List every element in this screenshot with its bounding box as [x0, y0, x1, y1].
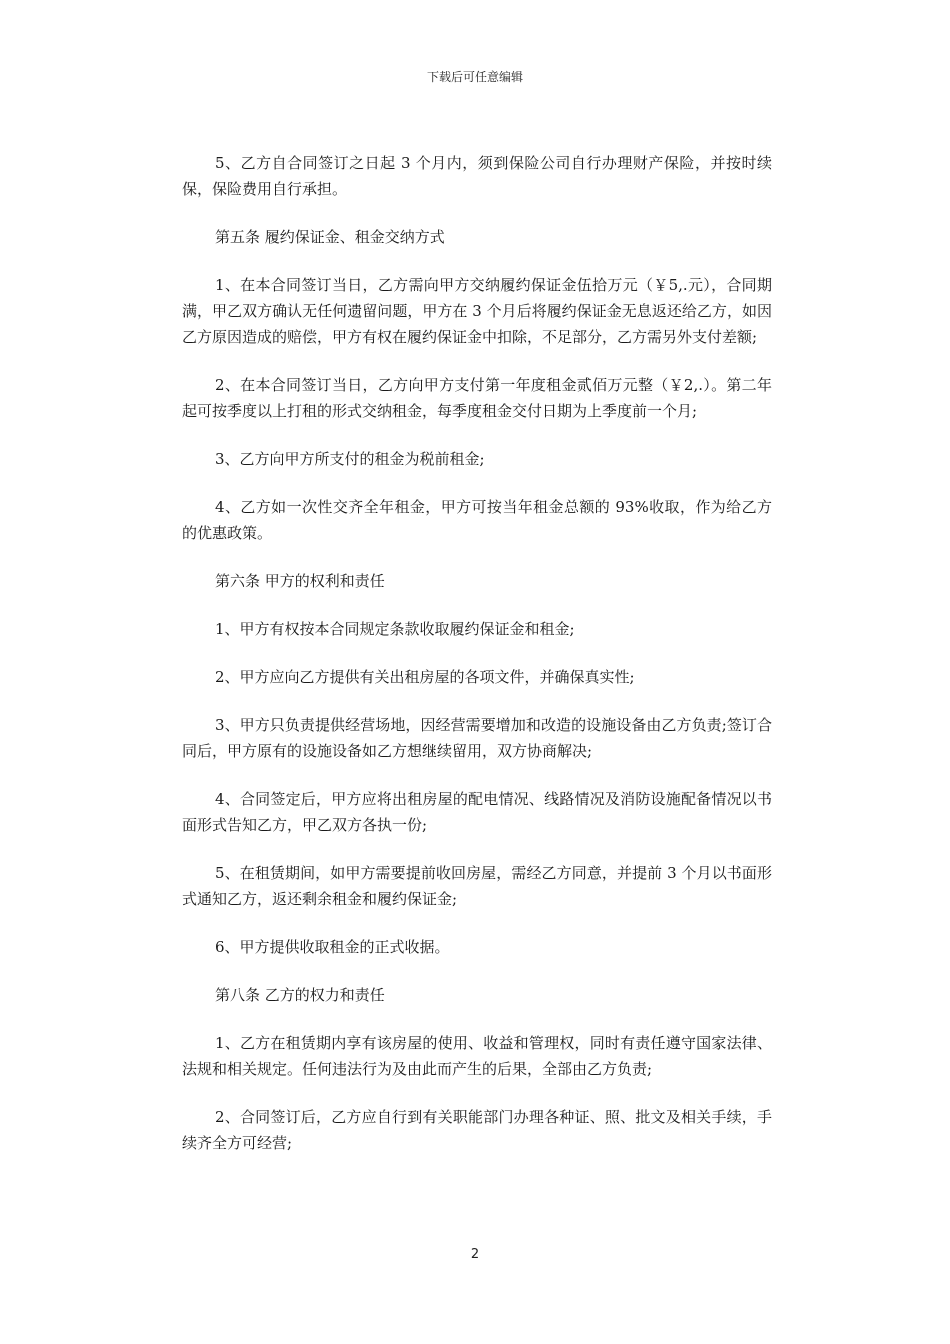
paragraph-party-a-right-collect: 1、甲方有权按本合同规定条款收取履约保证金和租金; [215, 620, 575, 638]
paragraph-discount: 4、乙方如一次性交齐全年租金，甲方可按当年租金总额的 93%收取，作为给乙方的优惠政策。 [182, 498, 772, 542]
paragraph-party-a-documents: 2、甲方应向乙方提供有关出租房屋的各项文件，并确保真实性; [215, 668, 635, 686]
page-header: 下载后可任意编辑 [426, 70, 523, 84]
document-body [182, 150, 772, 1178]
heading-article-6: 第六条 甲方的权利和责任 [215, 572, 385, 590]
paragraph-party-b-rights: 1、乙方在租赁期内享有该房屋的使用、收益和管理权，同时有责任遵守国家法律、法规和相关规定。任何违法行为及由此而产生的后果，全部由乙方负责; [182, 1034, 772, 1078]
page-number: 2 [470, 1247, 480, 1262]
paragraph-deposit: 1、在本合同签订当日，乙方需向甲方交纳履约保证金伍拾万元（￥5,.元），合同期满，甲乙双方确认无任何遗留问题，甲方在 3 个月后将履约保证金无息返还给乙方，如因乙方原因造成的赔偿，甲方有权在履约保证金中扣除，不足部分，乙方需另外支付差额; [182, 276, 772, 346]
paragraph-clause-5-insurance: 5、乙方自合同签订之日起 3 个月内，须到保险公司自行办理财产保险，并按时续保，保险费用自行承担。 [182, 154, 772, 198]
paragraph-party-a-wiring: 4、合同签定后，甲方应将出租房屋的配电情况、线路情况及消防设施配备情况以书面形式告知乙方，甲乙双方各执一份; [182, 790, 772, 834]
paragraph-party-a-receipt: 6、甲方提供收取租金的正式收据。 [215, 938, 450, 956]
heading-article-5: 第五条 履约保证金、租金交纳方式 [215, 228, 445, 246]
paragraph-first-year-rent: 2、在本合同签订当日，乙方向甲方支付第一年度租金贰佰万元整（￥2,.）。第二年起可按季度以上打租的形式交纳租金，每季度租金交付日期为上季度前一个月; [182, 376, 772, 420]
paragraph-party-b-permits: 2、合同签订后，乙方应自行到有关职能部门办理各种证、照、批文及相关手续，手续齐全方可经营; [182, 1108, 772, 1152]
paragraph-party-a-premises: 3、甲方只负责提供经营场地，因经营需要增加和改造的设施设备由乙方负责;签订合同后，甲方原有的设施设备如乙方想继续留用，双方协商解决; [182, 716, 772, 760]
heading-article-8: 第八条 乙方的权力和责任 [215, 986, 385, 1004]
paragraph-pre-tax-rent: 3、乙方向甲方所支付的租金为税前租金; [215, 450, 485, 468]
paragraph-party-a-early-recall: 5、在租赁期间，如甲方需要提前收回房屋，需经乙方同意，并提前 3 个月以书面形式通知乙方，返还剩余租金和履约保证金; [182, 864, 772, 908]
